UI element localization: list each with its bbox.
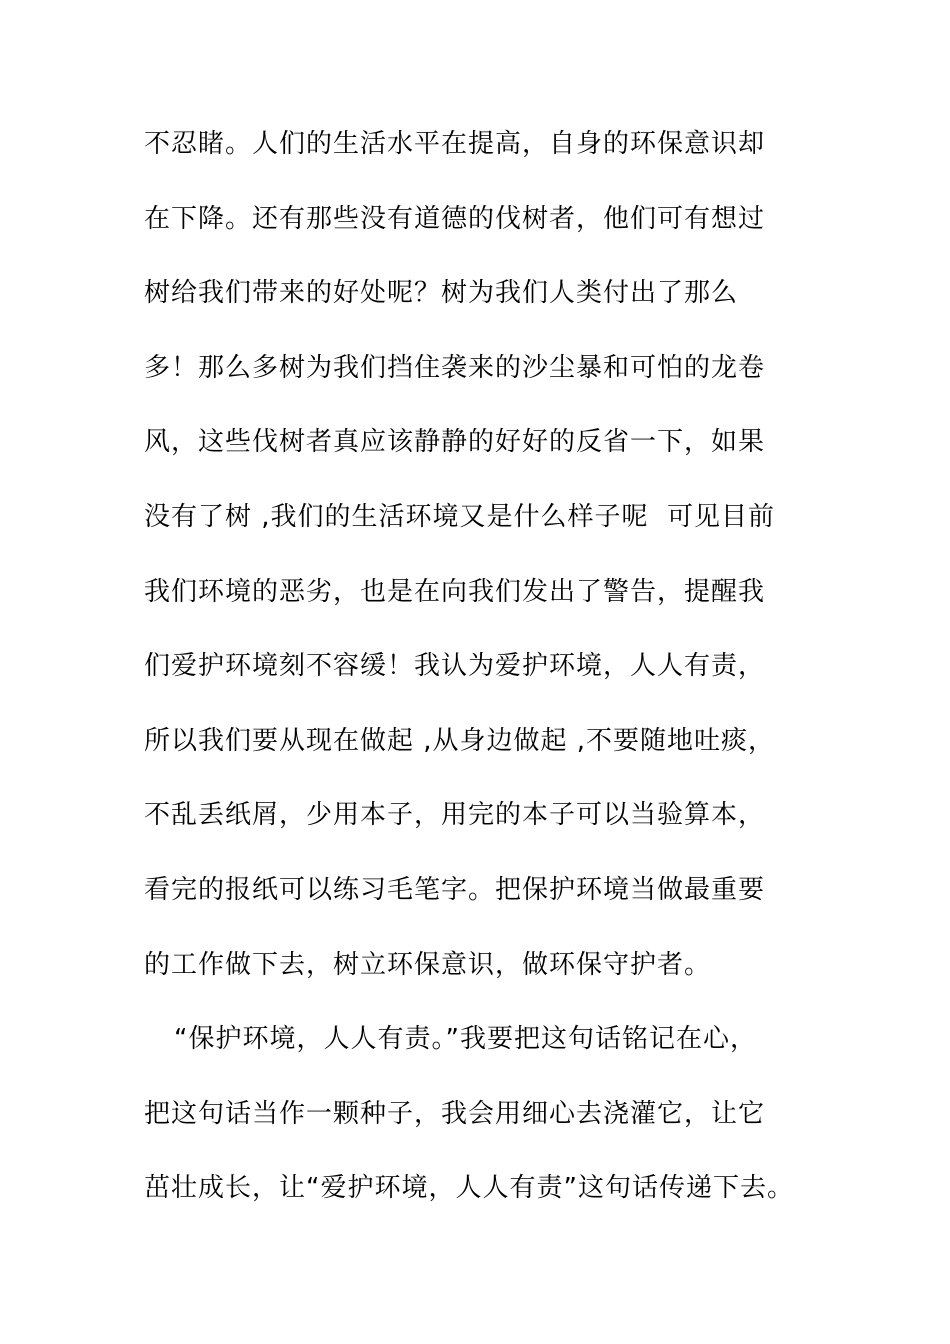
text-line: 没有了树 ,我们的生活环境又是什么样子呢 可见目前 bbox=[144, 501, 776, 532]
text-line: 多！那么多树为我们挡住袭来的沙尘暴和可怕的龙卷 bbox=[144, 352, 766, 383]
text-line: 的工作做下去，树立环保意识，做环保守护者。 bbox=[144, 949, 712, 980]
text-line: 树给我们带来的好处呢？树为我们人类付出了那么 bbox=[144, 278, 739, 309]
text-line: 在下降。还有那些没有道德的伐树者，他们可有想过 bbox=[144, 203, 766, 234]
text-line: 看完的报纸可以练习毛笔字。把保护环境当做最重要 bbox=[144, 874, 766, 905]
document-body bbox=[144, 118, 824, 1237]
text-line: 把这句话当作一颗种子，我会用细心去浇灌它，让它 bbox=[144, 1098, 766, 1129]
text-line: 不忍睹。人们的生活水平在提高，自身的环保意识却 bbox=[144, 129, 766, 159]
text-line: 茁壮成长，让“爱护环境，人人有责”这句话传递下去。 bbox=[144, 1173, 794, 1204]
paragraph-start-line: “保护环境，人人有责。”我要把这句话铭记在心， bbox=[174, 1024, 757, 1055]
text-line: 们爱护环境刻不容缓！我认为爱护环境，人人有责， bbox=[144, 651, 766, 682]
text-line: 我们环境的恶劣，也是在向我们发出了警告，提醒我 bbox=[144, 576, 766, 607]
text-line: 所以我们要从现在做起 ,从身边做起 ,不要随地吐痰， bbox=[144, 725, 776, 756]
text-line: 风，这些伐树者真应该静静的好好的反省一下，如果 bbox=[144, 427, 766, 458]
text-line: 不乱丢纸屑，少用本子，用完的本子可以当验算本， bbox=[144, 800, 766, 831]
